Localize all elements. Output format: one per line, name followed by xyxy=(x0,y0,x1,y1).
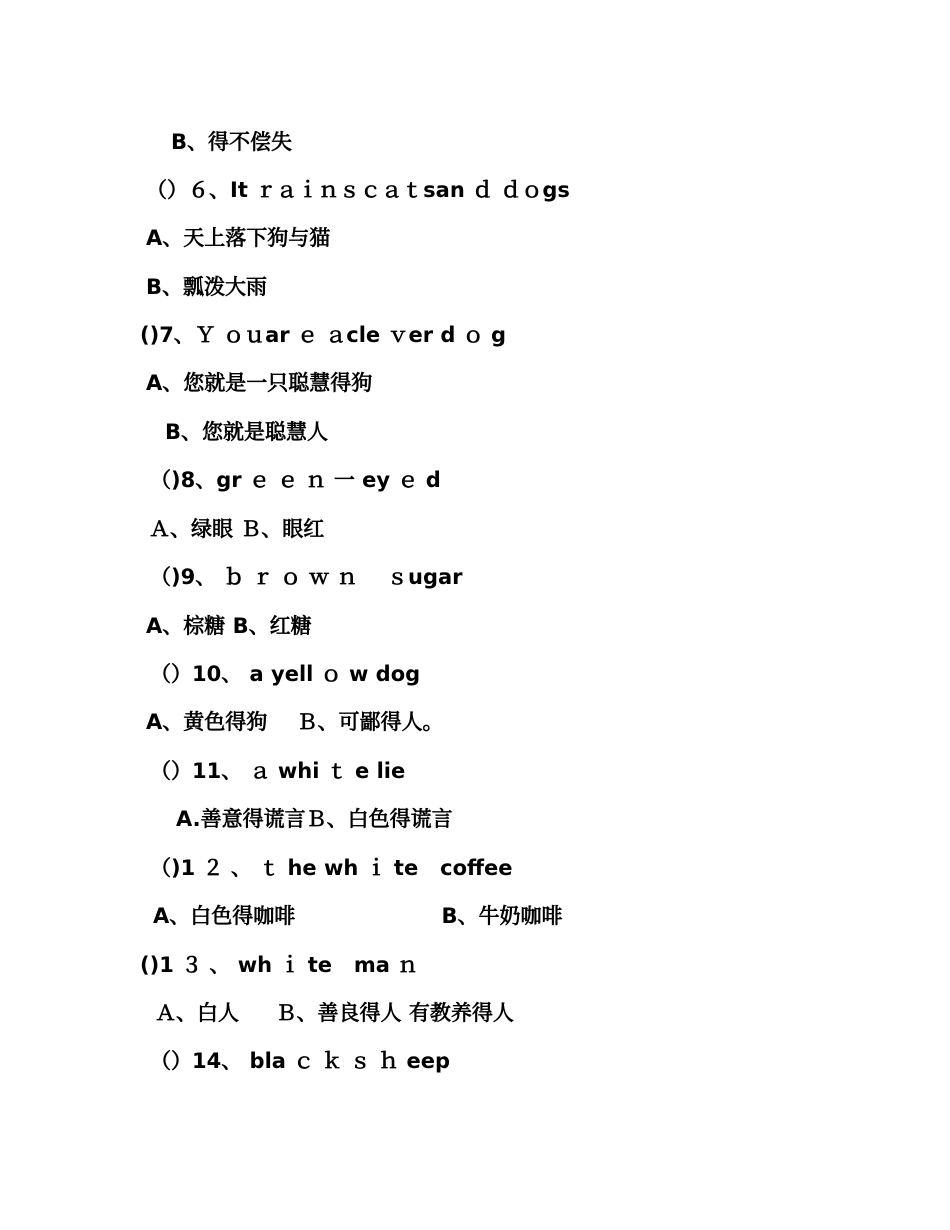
question-7: ()7、Ｙ ｏｕar ｅ ａcle ｖer d ｏ g xyxy=(140,323,507,347)
option-b-7: B、您就是聪慧人 xyxy=(165,420,329,444)
option-a-6: A、天上落下狗与猫 xyxy=(146,226,331,250)
options-12: A、白色得咖啡 B、牛奶咖啡 xyxy=(153,904,563,928)
question-9: （)9、 ｂ ｒ ｏ ｗ ｎ ｓugar xyxy=(150,565,463,589)
option-a-7: A、您就是一只聪慧得狗 xyxy=(146,371,373,395)
options-9: A、棕糖 B、红糖 xyxy=(146,614,312,638)
options-10: A、黄色得狗 Ｂ、可鄙得人。 xyxy=(146,710,444,734)
question-13: ()1 ３ 、 wh ｉ te ma ｎ xyxy=(140,953,419,977)
options-11: A.善意得谎言Ｂ、白色得谎言 xyxy=(176,807,453,831)
options-8: Ａ、绿眼 Ｂ、眼红 xyxy=(149,517,325,541)
question-14: （）14、 bla ｃ ｋ ｓ ｈ eep xyxy=(150,1049,451,1073)
option-b-6: B、瓢泼大雨 xyxy=(146,275,268,299)
options-13: Ａ、白人 Ｂ、善良得人 有教养得人 xyxy=(155,1001,514,1025)
question-11: （）11、 ａ whi ｔ e lie xyxy=(150,759,406,783)
question-8: （)8、gr ｅ ｅ ｎ 一 ey ｅ d xyxy=(150,468,441,492)
question-10: （）10、 a yell ｏ w dog xyxy=(150,662,421,686)
question-6: （）６、It ｒａｉｎｓｃａｔsan ｄ ｄｏgs xyxy=(146,178,570,202)
text-line-1: B、得不偿失 xyxy=(171,130,293,154)
question-12: （)1 ２ 、 ｔ he wh ｉ te coffee xyxy=(150,856,513,880)
